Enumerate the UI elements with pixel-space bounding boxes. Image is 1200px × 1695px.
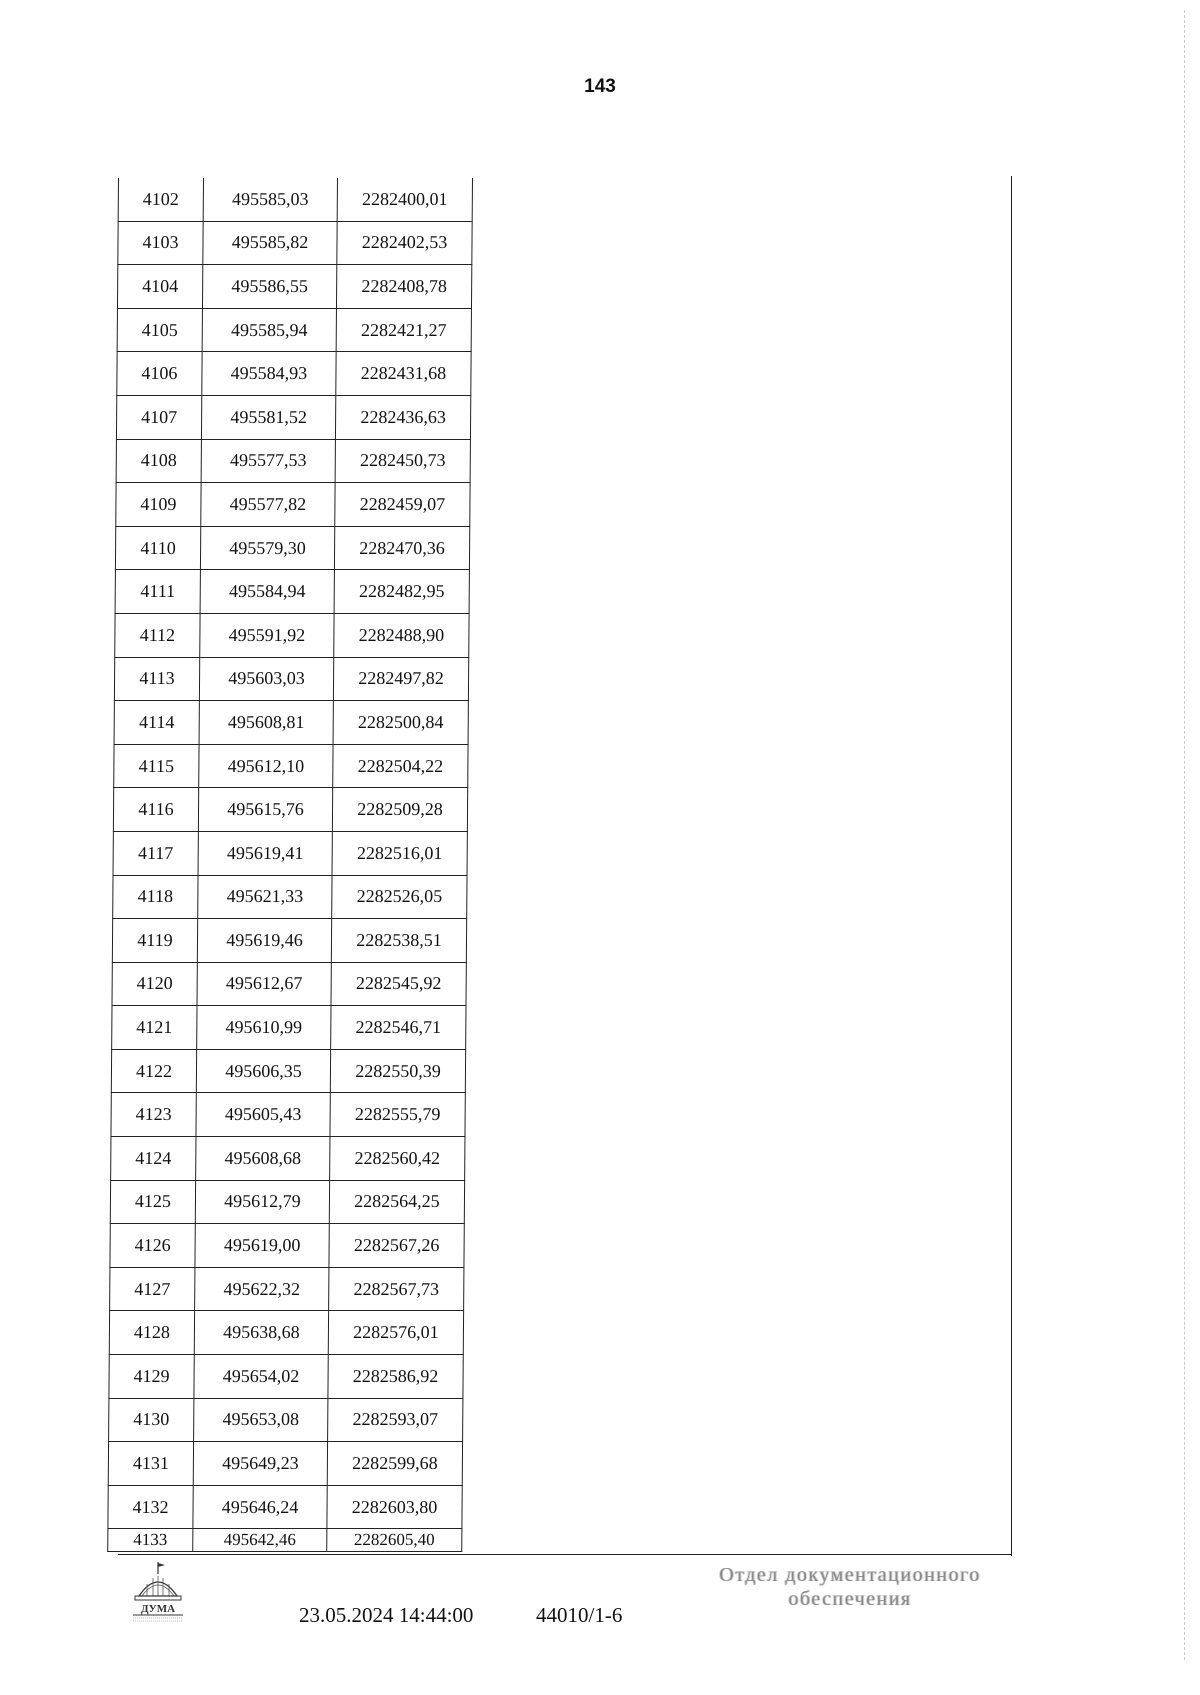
y-coordinate-cell: 2282564,25: [329, 1180, 464, 1224]
x-coordinate-cell: 495585,03: [203, 178, 337, 221]
x-coordinate-cell: 495608,68: [196, 1137, 330, 1181]
point-number-cell: 4132: [108, 1485, 193, 1529]
y-coordinate-cell: 2282546,71: [331, 1006, 466, 1050]
table-row: [108, 1485, 462, 1529]
x-coordinate-cell: 495615,76: [198, 788, 332, 832]
x-coordinate-cell: 495612,67: [197, 962, 331, 1006]
y-coordinate-cell: 2282603,80: [327, 1485, 462, 1529]
y-coordinate-cell: 2282586,92: [328, 1355, 463, 1399]
x-coordinate-cell: 495654,02: [194, 1355, 328, 1399]
table-row: [113, 788, 467, 832]
table-row: [114, 701, 468, 745]
x-coordinate-cell: 495646,24: [193, 1485, 327, 1529]
point-number-cell: 4102: [118, 178, 203, 221]
table-row: [117, 308, 471, 352]
x-coordinate-cell: 495638,68: [194, 1311, 328, 1355]
point-number-cell: 4129: [109, 1355, 194, 1399]
y-coordinate-cell: 2282500,84: [333, 701, 468, 745]
y-coordinate-cell: 2282421,27: [336, 308, 471, 352]
table-row: [112, 962, 466, 1006]
footer-document-code: 44010/1-6: [536, 1603, 623, 1627]
point-number-cell: 4131: [108, 1442, 193, 1486]
table-row: [116, 395, 470, 439]
table-row: [117, 352, 471, 396]
page-number: 143: [584, 76, 616, 97]
y-coordinate-cell: 2282516,01: [332, 831, 467, 875]
y-coordinate-cell: 2282504,22: [333, 744, 468, 788]
table-row: [108, 1529, 462, 1552]
y-coordinate-cell: 2282402,53: [337, 221, 472, 265]
table-row: [115, 526, 469, 570]
y-coordinate-cell: 2282497,82: [333, 657, 468, 701]
y-coordinate-cell: 2282555,79: [330, 1093, 465, 1137]
point-number-cell: 4122: [111, 1049, 196, 1093]
table-row: [114, 657, 468, 701]
table-row: [116, 439, 470, 483]
point-number-cell: 4133: [108, 1529, 193, 1552]
x-coordinate-cell: 495608,81: [199, 701, 333, 745]
x-coordinate-cell: 495577,82: [201, 483, 335, 527]
x-coordinate-cell: 495603,03: [199, 657, 333, 701]
scan-edge-line: [1184, 10, 1185, 1660]
y-coordinate-cell: 2282488,90: [334, 613, 469, 657]
footer-date: 23.05.2024 14:44:00: [299, 1603, 474, 1627]
point-number-cell: 4125: [110, 1180, 195, 1224]
point-number-cell: 4106: [117, 352, 202, 396]
point-number-cell: 4109: [116, 483, 201, 527]
y-coordinate-cell: 2282436,63: [335, 395, 470, 439]
table-row: [110, 1224, 464, 1268]
x-coordinate-cell: 495581,52: [201, 395, 335, 439]
point-number-cell: 4119: [112, 919, 197, 963]
point-number-cell: 4116: [113, 788, 198, 832]
x-coordinate-cell: 495653,08: [194, 1398, 328, 1442]
y-coordinate-cell: 2282459,07: [335, 483, 470, 527]
point-number-cell: 4104: [117, 265, 202, 309]
x-coordinate-cell: 495621,33: [198, 875, 332, 919]
table-row: [108, 1442, 462, 1486]
x-coordinate-cell: 495612,10: [199, 744, 333, 788]
table-row: [109, 1355, 463, 1399]
point-number-cell: 4108: [116, 439, 201, 483]
x-coordinate-cell: 495605,43: [196, 1093, 330, 1137]
table-row: [113, 875, 467, 919]
y-coordinate-cell: 2282545,92: [331, 962, 466, 1006]
table-row: [111, 1093, 465, 1137]
logo-text: ДУМА: [140, 1603, 176, 1615]
y-coordinate-cell: 2282593,07: [328, 1398, 463, 1442]
point-number-cell: 4115: [114, 744, 199, 788]
point-number-cell: 4124: [111, 1137, 196, 1181]
table-row: [112, 919, 466, 963]
stamp-line-2: обеспечения: [788, 1588, 912, 1610]
point-number-cell: 4128: [109, 1311, 194, 1355]
point-number-cell: 4111: [115, 570, 200, 614]
x-coordinate-cell: 495619,46: [197, 919, 331, 963]
table-row: [113, 831, 467, 875]
point-number-cell: 4130: [109, 1398, 194, 1442]
x-coordinate-cell: 495619,00: [195, 1224, 329, 1268]
x-coordinate-cell: 495642,46: [193, 1529, 327, 1552]
y-coordinate-cell: 2282526,05: [332, 875, 467, 919]
duma-building-logo-icon: [127, 1560, 189, 1624]
y-coordinate-cell: 2282431,68: [336, 352, 471, 396]
stamp-line-1: Отдел документационного: [719, 1564, 981, 1586]
table-row: [110, 1267, 464, 1311]
point-number-cell: 4107: [116, 395, 201, 439]
frame-right-border: [1011, 176, 1012, 1556]
point-number-cell: 4117: [113, 831, 198, 875]
x-coordinate-cell: 495585,82: [203, 221, 337, 265]
point-number-cell: 4121: [112, 1006, 197, 1050]
x-coordinate-cell: 495619,41: [198, 831, 332, 875]
y-coordinate-cell: 2282560,42: [330, 1137, 465, 1181]
x-coordinate-cell: 495612,79: [195, 1180, 329, 1224]
y-coordinate-cell: 2282470,36: [334, 526, 469, 570]
coordinates-table: [107, 178, 473, 1552]
y-coordinate-cell: 2282509,28: [332, 788, 467, 832]
point-number-cell: 4112: [115, 613, 200, 657]
point-number-cell: 4120: [112, 962, 197, 1006]
table-row: [115, 570, 469, 614]
x-coordinate-cell: 495606,35: [196, 1049, 330, 1093]
x-coordinate-cell: 495610,99: [197, 1006, 331, 1050]
y-coordinate-cell: 2282567,73: [329, 1267, 464, 1311]
table-row: [116, 483, 470, 527]
y-coordinate-cell: 2282599,68: [327, 1442, 462, 1486]
point-number-cell: 4118: [113, 875, 198, 919]
point-number-cell: 4103: [118, 221, 203, 265]
coordinates-table-body: [108, 178, 473, 1552]
table-row: [109, 1311, 463, 1355]
point-number-cell: 4123: [111, 1093, 196, 1137]
x-coordinate-cell: 495577,53: [201, 439, 335, 483]
table-row: [111, 1137, 465, 1181]
x-coordinate-cell: 495591,92: [200, 613, 334, 657]
y-coordinate-cell: 2282538,51: [331, 919, 466, 963]
table-row: [114, 744, 468, 788]
y-coordinate-cell: 2282450,73: [335, 439, 470, 483]
table-row: [110, 1180, 464, 1224]
table-row: [112, 1006, 466, 1050]
x-coordinate-cell: 495585,94: [202, 308, 336, 352]
y-coordinate-cell: 2282567,26: [329, 1224, 464, 1268]
y-coordinate-cell: 2282408,78: [336, 265, 471, 309]
y-coordinate-cell: 2282605,40: [327, 1529, 462, 1552]
y-coordinate-cell: 2282576,01: [328, 1311, 463, 1355]
frame-bottom-border: [118, 1554, 1011, 1555]
point-number-cell: 4110: [115, 526, 200, 570]
point-number-cell: 4126: [110, 1224, 195, 1268]
department-stamp: [700, 1563, 1000, 1611]
x-coordinate-cell: 495584,93: [202, 352, 336, 396]
x-coordinate-cell: 495649,23: [193, 1442, 327, 1486]
x-coordinate-cell: 495584,94: [200, 570, 334, 614]
y-coordinate-cell: 2282482,95: [334, 570, 469, 614]
x-coordinate-cell: 495579,30: [200, 526, 334, 570]
point-number-cell: 4127: [110, 1267, 195, 1311]
table-row: [115, 613, 469, 657]
table-row: [117, 265, 471, 309]
x-coordinate-cell: 495622,32: [195, 1267, 329, 1311]
table-row: [118, 178, 472, 221]
table-row: [111, 1049, 465, 1093]
x-coordinate-cell: 495586,55: [202, 265, 336, 309]
table-row: [118, 221, 472, 265]
y-coordinate-cell: 2282550,39: [330, 1049, 465, 1093]
point-number-cell: 4114: [114, 701, 199, 745]
point-number-cell: 4105: [117, 308, 202, 352]
y-coordinate-cell: 2282400,01: [337, 178, 472, 221]
point-number-cell: 4113: [114, 657, 199, 701]
table-row: [109, 1398, 463, 1442]
